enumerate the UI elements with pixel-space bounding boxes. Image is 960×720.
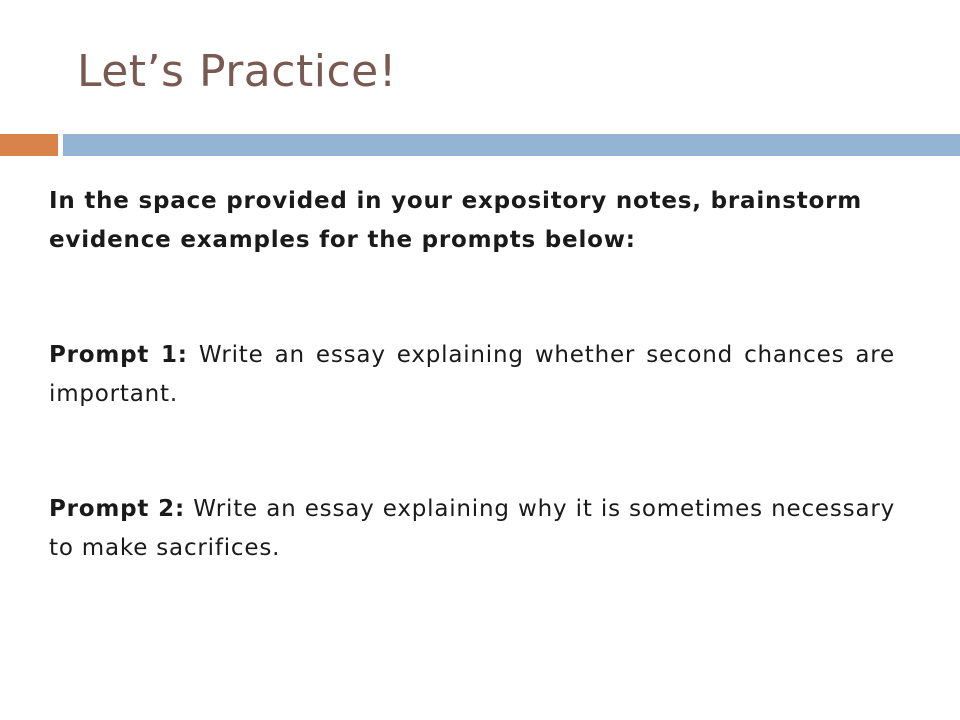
accent-bar-blue bbox=[63, 134, 960, 156]
intro-paragraph: In the space provided in your expository notes, brainstorm evidence examples for the prompts below: bbox=[49, 188, 863, 253]
prompt-2-label: Prompt 2: bbox=[49, 496, 185, 522]
prompt-1 bbox=[49, 336, 895, 414]
prompt-2-text: Write an essay explaining why it is sometimes necessary to make sacrifices. bbox=[49, 496, 896, 561]
prompt-1-text: Write an essay explaining whether second chances are important. bbox=[49, 342, 895, 407]
accent-bar-orange bbox=[0, 134, 58, 156]
slide-body bbox=[49, 182, 895, 644]
slide-title: Let’s Practice! bbox=[77, 46, 397, 97]
prompt-1-label: Prompt 1: bbox=[49, 342, 188, 368]
prompt-2 bbox=[49, 490, 895, 568]
